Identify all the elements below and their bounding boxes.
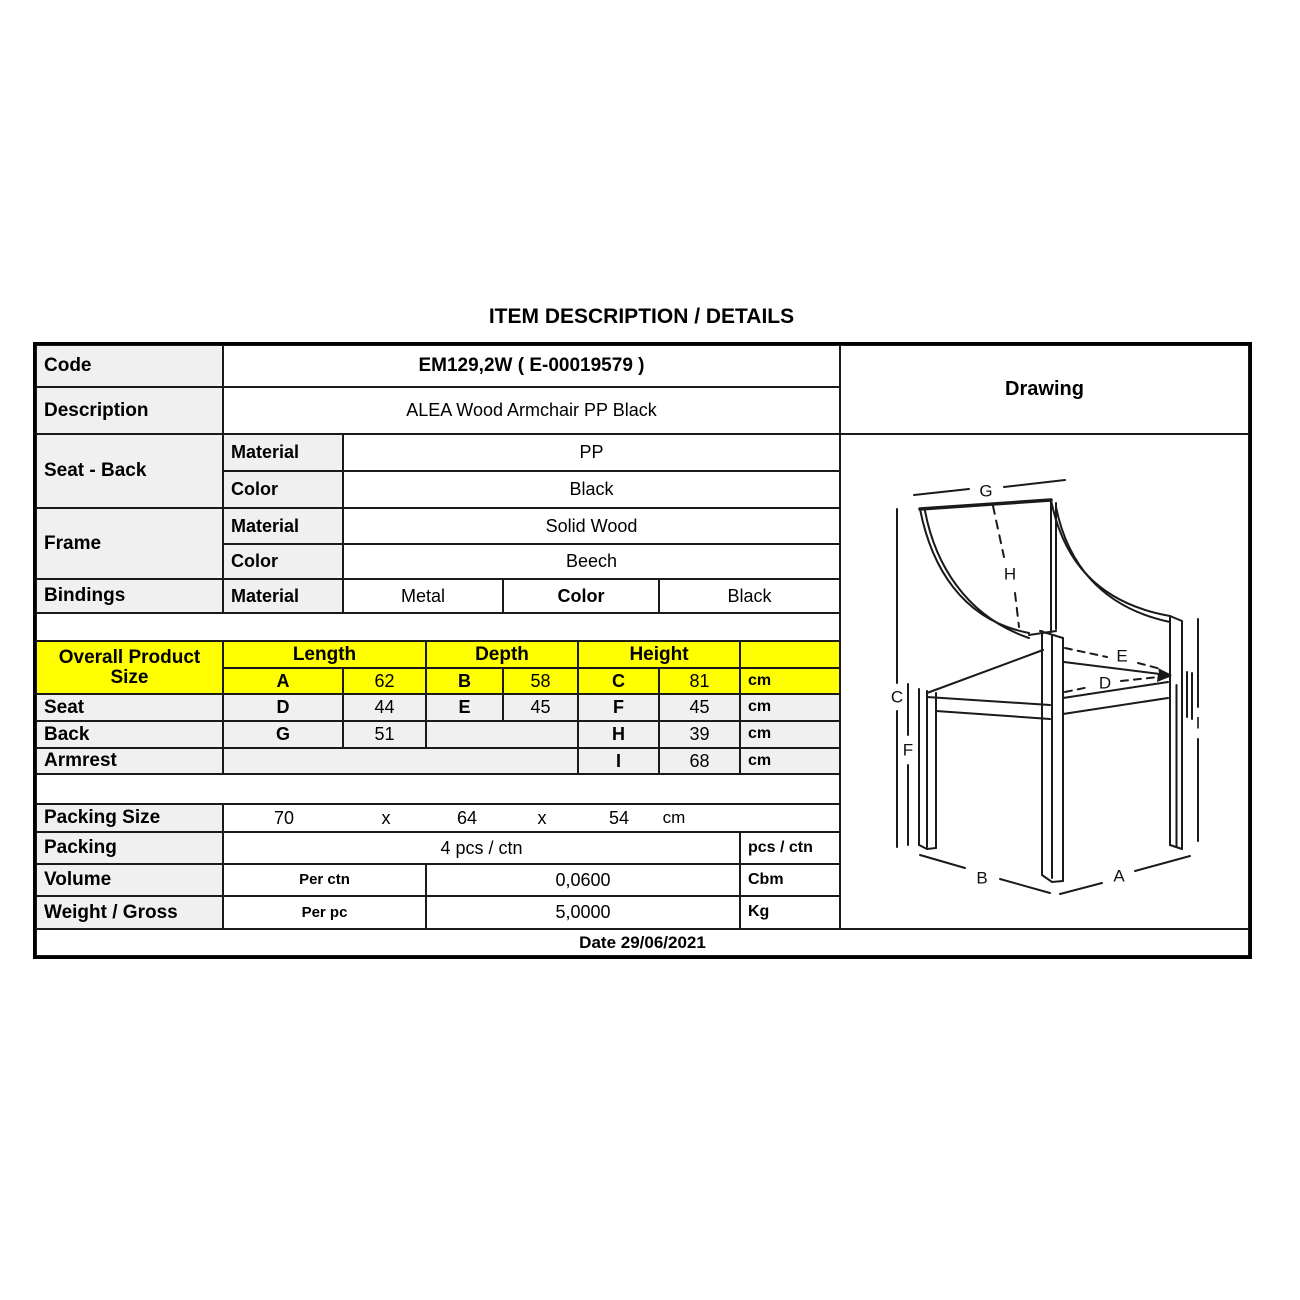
dim-label-g: G	[979, 481, 993, 501]
dim-label-a: A	[1113, 866, 1125, 886]
dim-label-b: B	[976, 868, 988, 888]
bindings-material-value: Metal	[342, 578, 504, 614]
back-depth-empty	[425, 720, 579, 749]
frame-label: Frame	[35, 507, 224, 580]
seat-length-letter: D	[222, 693, 344, 722]
packing-size-x1: x	[381, 807, 391, 828]
dim-label-c: C	[890, 687, 904, 707]
code-value: EM129,2W ( E-00019579 )	[222, 344, 841, 388]
dim-label-i: I	[1195, 713, 1201, 733]
armrest-height-value: 68	[658, 747, 741, 775]
volume-value: 0,0600	[425, 863, 741, 897]
overall-unit: cm	[739, 667, 841, 695]
frame-material-key: Material	[222, 507, 344, 545]
packing-size-label: Packing Size	[35, 803, 224, 833]
bindings-color-key: Color	[502, 578, 660, 614]
weight-label: Weight / Gross	[35, 895, 224, 930]
description-value: ALEA Wood Armchair PP Black	[222, 386, 841, 435]
seat-depth-value: 45	[502, 693, 579, 722]
packing-size-x2: x	[537, 807, 547, 828]
size-header-corner	[739, 640, 841, 669]
seat-left-edge	[927, 650, 1043, 693]
bindings-color-value: Black	[658, 578, 841, 614]
packing-size-dim1: 70	[273, 807, 295, 828]
bindings-material-key: Material	[222, 578, 344, 614]
back-length-letter: G	[222, 720, 344, 749]
depth-header: Depth	[425, 640, 579, 669]
size-table-label-line1: Overall Product	[58, 646, 201, 668]
seat-back-material-value: PP	[342, 433, 841, 472]
dim-label-f: F	[902, 740, 914, 760]
spacer-row	[35, 612, 841, 642]
bindings-label: Bindings	[35, 578, 224, 614]
frame-material-value: Solid Wood	[342, 507, 841, 545]
description-label: Description	[35, 386, 224, 435]
drawing-canvas	[839, 433, 1250, 930]
armrest-empty	[222, 747, 579, 775]
armrest-height-letter: I	[577, 747, 660, 775]
volume-label: Volume	[35, 863, 224, 897]
packing-label: Packing	[35, 831, 224, 865]
back-row-label: Back	[35, 720, 224, 749]
overall-depth-letter: B	[425, 667, 504, 695]
overall-height-value: 81	[658, 667, 741, 695]
dim-label-e: E	[1116, 646, 1128, 666]
back-top-edge	[920, 500, 1051, 509]
packing-size-dim2: 64	[456, 807, 478, 828]
height-header: Height	[577, 640, 741, 669]
seat-back-label: Seat - Back	[35, 433, 224, 509]
volume-unit: Cbm	[739, 863, 841, 897]
dim-label-h: H	[1003, 564, 1017, 584]
packing-unit: pcs / ctn	[739, 831, 841, 865]
seat-height-value: 45	[658, 693, 741, 722]
overall-length-value: 62	[342, 667, 427, 695]
volume-basis: Per ctn	[222, 863, 427, 897]
seat-row-label: Seat	[35, 693, 224, 722]
seat-length-value: 44	[342, 693, 427, 722]
spacer-row	[35, 773, 841, 805]
frame-color-value: Beech	[342, 543, 841, 580]
weight-basis: Per pc	[222, 895, 427, 930]
date-row: Date 29/06/2021	[35, 928, 1250, 957]
packing-size-unit: cm	[662, 808, 686, 828]
back-height-value: 39	[658, 720, 741, 749]
frame-color-key: Color	[222, 543, 344, 580]
back-unit: cm	[739, 720, 841, 749]
right-arm-outer	[1051, 500, 1170, 616]
length-header: Length	[222, 640, 427, 669]
weight-value: 5,0000	[425, 895, 741, 930]
back-length-value: 51	[342, 720, 427, 749]
back-height-letter: H	[577, 720, 660, 749]
overall-length-letter: A	[222, 667, 344, 695]
seat-back-color-key: Color	[222, 470, 344, 509]
armrest-row-label: Armrest	[35, 747, 224, 775]
size-table-label	[35, 640, 224, 695]
packing-size-dim3: 54	[608, 807, 630, 828]
weight-unit: Kg	[739, 895, 841, 930]
chair-drawing	[841, 435, 1248, 928]
drawing-header: Drawing	[839, 344, 1250, 435]
right-arm-inner	[1056, 507, 1170, 622]
page-title: ITEM DESCRIPTION / DETAILS	[488, 305, 795, 328]
size-table-label-line2: Size	[110, 666, 149, 688]
seat-back-color-value: Black	[342, 470, 841, 509]
seat-unit: cm	[739, 693, 841, 722]
code-label: Code	[35, 344, 224, 388]
dim-label-d: D	[1098, 673, 1112, 693]
seat-back-material-key: Material	[222, 433, 344, 472]
armrest-unit: cm	[739, 747, 841, 775]
overall-height-letter: C	[577, 667, 660, 695]
packing-value: 4 pcs / ctn	[222, 831, 741, 865]
packing-size-value	[222, 803, 841, 833]
overall-depth-value: 58	[502, 667, 579, 695]
seat-depth-letter: E	[425, 693, 504, 722]
seat-height-letter: F	[577, 693, 660, 722]
